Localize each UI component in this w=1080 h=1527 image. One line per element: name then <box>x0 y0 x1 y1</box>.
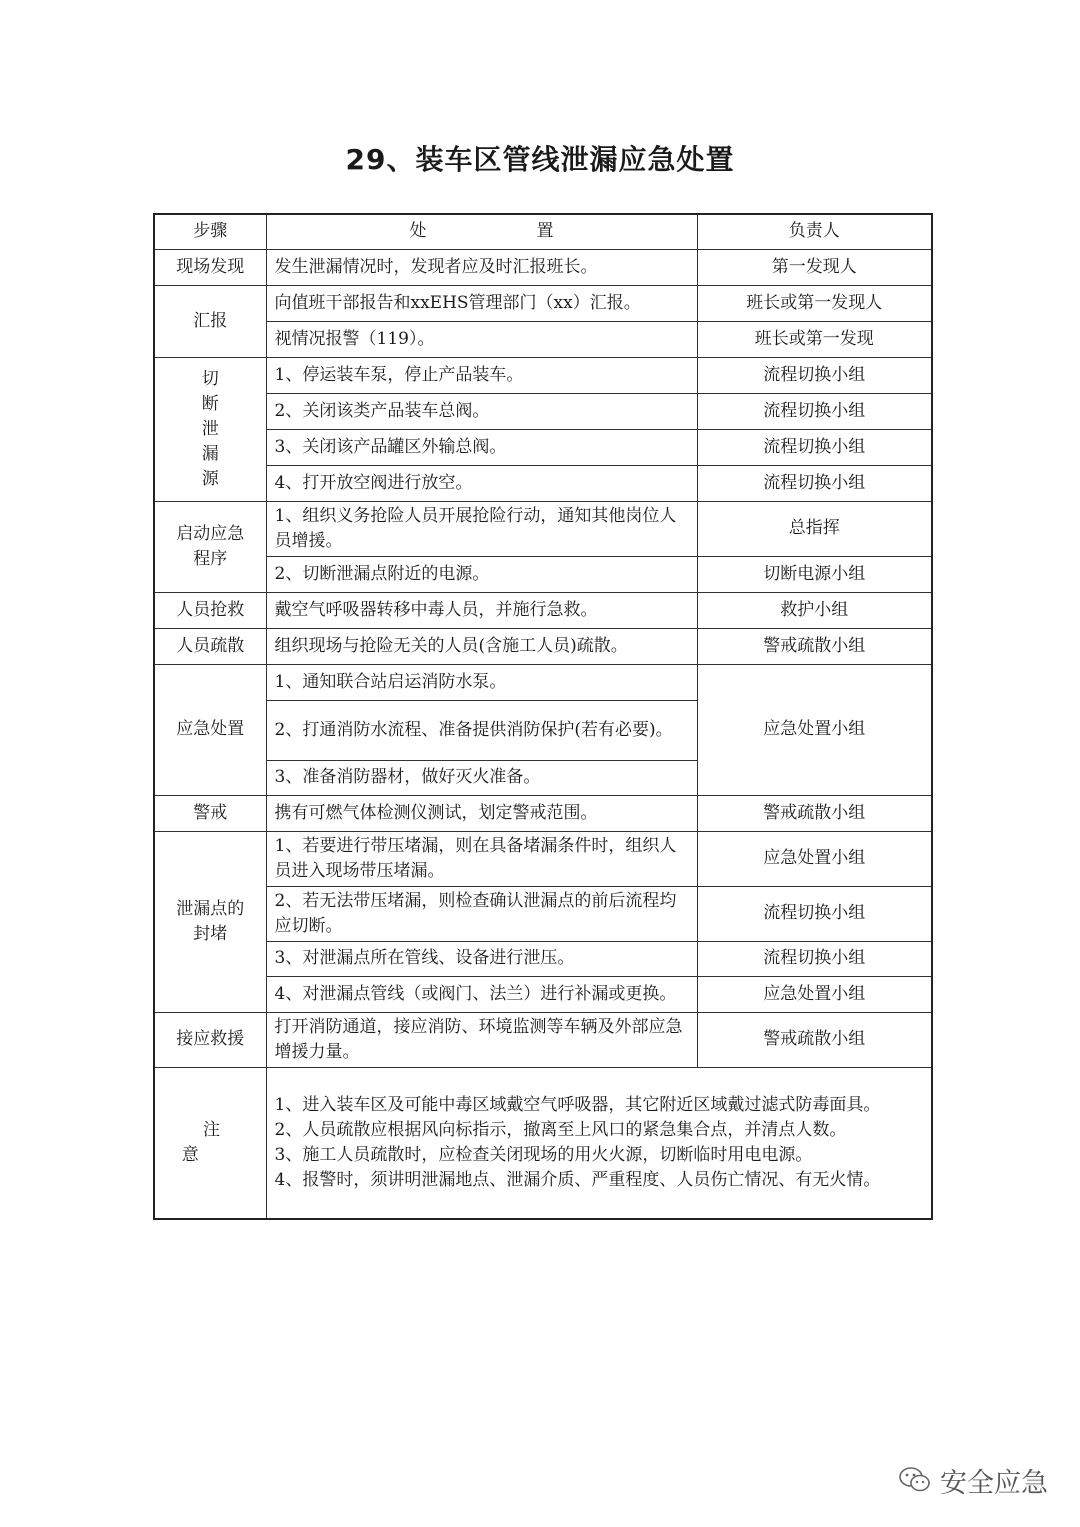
header-action <box>266 214 697 249</box>
note-item: 4、报警时，须讲明泄漏地点、泄漏介质、严重程度、人员伤亡情况、有无火情。 <box>274 1169 881 1190</box>
note-item: 3、施工人员疏散时，应检查关闭现场的用火火源，切断临时用电电源。 <box>274 1144 813 1165</box>
action-cell: 2、若无法带压堵漏，则检查确认泄漏点的前后流程均应切断。 <box>266 886 697 941</box>
action-cell: 1、若要进行带压堵漏，则在具备堵漏条件时，组织人员进入现场带压堵漏。 <box>266 831 697 886</box>
header-owner: 负责人 <box>697 214 932 249</box>
step-cell: 接应救援 <box>154 1012 266 1067</box>
action-cell: 2、切断泄漏点附近的电源。 <box>266 556 697 592</box>
table-row <box>154 465 932 501</box>
owner-cell: 应急处置小组 <box>697 664 932 795</box>
watermark-text: 安全应急 <box>940 1467 1048 1499</box>
action-cell <box>266 976 697 1012</box>
step-cell: 现场发现 <box>154 249 266 285</box>
action-cell: 3、对泄漏点所在管线、设备进行泄压。 <box>266 941 697 976</box>
step-cell <box>154 501 266 592</box>
action-cell: 3、关闭该产品罐区外输总阀。 <box>266 429 697 465</box>
table-row <box>154 831 932 886</box>
owner-cell: 救护小组 <box>697 592 932 628</box>
owner-cell: 切断电源小组 <box>697 556 932 592</box>
step-char: 泄 <box>201 418 219 439</box>
action-cell: 发生泄漏情况时，发现者应及时汇报班长。 <box>266 249 697 285</box>
owner-cell: 警戒疏散小组 <box>697 1012 932 1067</box>
step-cell: 汇报 <box>154 285 266 357</box>
table-row <box>154 321 932 357</box>
step-char: 断 <box>201 393 219 414</box>
owner-cell: 总指挥 <box>697 501 932 556</box>
owner-cell: 第一发现人 <box>697 249 932 285</box>
action-cell: 携有可燃气体检测仪测试，划定警戒范围。 <box>266 795 697 831</box>
page-title: 29、装车区管线泄漏应急处置 <box>345 143 735 176</box>
notes-cell <box>266 1067 932 1219</box>
owner-cell: 流程切换小组 <box>697 357 932 393</box>
action-cell: 3、准备消防器材，做好灭火准备。 <box>266 760 697 795</box>
table-row <box>154 941 932 976</box>
action-cell: 1、停运装车泵，停止产品装车。 <box>266 357 697 393</box>
action-cell: 2、打通消防水流程、准备提供消防保护(若有必要)。 <box>266 700 697 760</box>
owner-cell: 警戒疏散小组 <box>697 628 932 664</box>
step-cell: 人员疏散 <box>154 628 266 664</box>
action-cell: 视情况报警（119）。 <box>266 321 697 357</box>
step-char: 源 <box>201 468 219 489</box>
step-cell <box>154 831 266 1012</box>
owner-cell: 应急处置小组 <box>697 831 932 886</box>
step-line: 启动应急 <box>176 523 245 544</box>
table-row <box>154 501 932 556</box>
wechat-icon <box>898 1465 932 1495</box>
action-cell: 打开消防通道，接应消防、环境监测等车辆及外部应急增援力量。 <box>266 1012 697 1067</box>
owner-cell: 流程切换小组 <box>697 429 932 465</box>
table-row <box>154 592 932 628</box>
note-item: 1、进入装车区及可能中毒区域戴空气呼吸器，其它附近区域戴过滤式防毒面具。 <box>274 1094 881 1115</box>
table-row <box>154 1067 932 1219</box>
action-text: 4、对泄漏点管线（或阀门、法兰）进行补漏或更换。 <box>274 983 677 1004</box>
step-line: 程序 <box>193 548 228 569</box>
action-cell: 戴空气呼吸器转移中毒人员，并施行急救。 <box>266 592 697 628</box>
step-char: 切 <box>201 368 219 389</box>
action-cell: 组织现场与抢险无关的人员(含施工人员)疏散。 <box>266 628 697 664</box>
step-text: 注意 <box>181 1119 260 1165</box>
owner-cell: 流程切换小组 <box>697 465 932 501</box>
step-cell <box>154 1067 266 1219</box>
owner-cell: 流程切换小组 <box>697 393 932 429</box>
action-cell: 2、关闭该类产品装车总阀。 <box>266 393 697 429</box>
action-cell: 1、通知联合站启运消防水泵。 <box>266 664 697 700</box>
table-row <box>154 429 932 465</box>
table-row <box>154 976 932 1012</box>
table-row <box>154 285 932 321</box>
owner-cell: 流程切换小组 <box>697 886 932 941</box>
table-row <box>154 795 932 831</box>
table-row <box>154 556 932 592</box>
step-char: 漏 <box>201 443 219 464</box>
step-cell: 人员抢救 <box>154 592 266 628</box>
header-action-text: 处置 <box>409 221 664 242</box>
note-item: 2、人员疏散应根据风向标指示，撤离至上风口的紧急集合点，并清点人数。 <box>274 1119 847 1140</box>
table-row <box>154 886 932 941</box>
step-cell: 警戒 <box>154 795 266 831</box>
action-cell: 向值班干部报告和xxEHS管理部门（xx）汇报。 <box>266 285 697 321</box>
owner-cell: 警戒疏散小组 <box>697 795 932 831</box>
table-header-row <box>154 214 932 249</box>
watermark <box>898 1462 1048 1498</box>
table-row <box>154 1012 932 1067</box>
action-cell: 4、打开放空阀进行放空。 <box>266 465 697 501</box>
owner-cell: 班长或第一发现人 <box>697 285 932 321</box>
action-cell: 1、组织义务抢险人员开展抢险行动，通知其他岗位人员增援。 <box>266 501 697 556</box>
owner-cell: 班长或第一发现 <box>697 321 932 357</box>
step-line: 泄漏点的 <box>176 898 245 919</box>
table-row <box>154 664 932 700</box>
emergency-procedure-table <box>153 213 933 1220</box>
step-line: 封堵 <box>193 923 228 944</box>
table-row <box>154 628 932 664</box>
step-cell <box>154 357 266 501</box>
header-step: 步骤 <box>154 214 266 249</box>
table-row <box>154 357 932 393</box>
table-row <box>154 393 932 429</box>
step-cell: 应急处置 <box>154 664 266 795</box>
owner-cell: 流程切换小组 <box>697 941 932 976</box>
table-row <box>154 249 932 285</box>
owner-cell: 应急处置小组 <box>697 976 932 1012</box>
